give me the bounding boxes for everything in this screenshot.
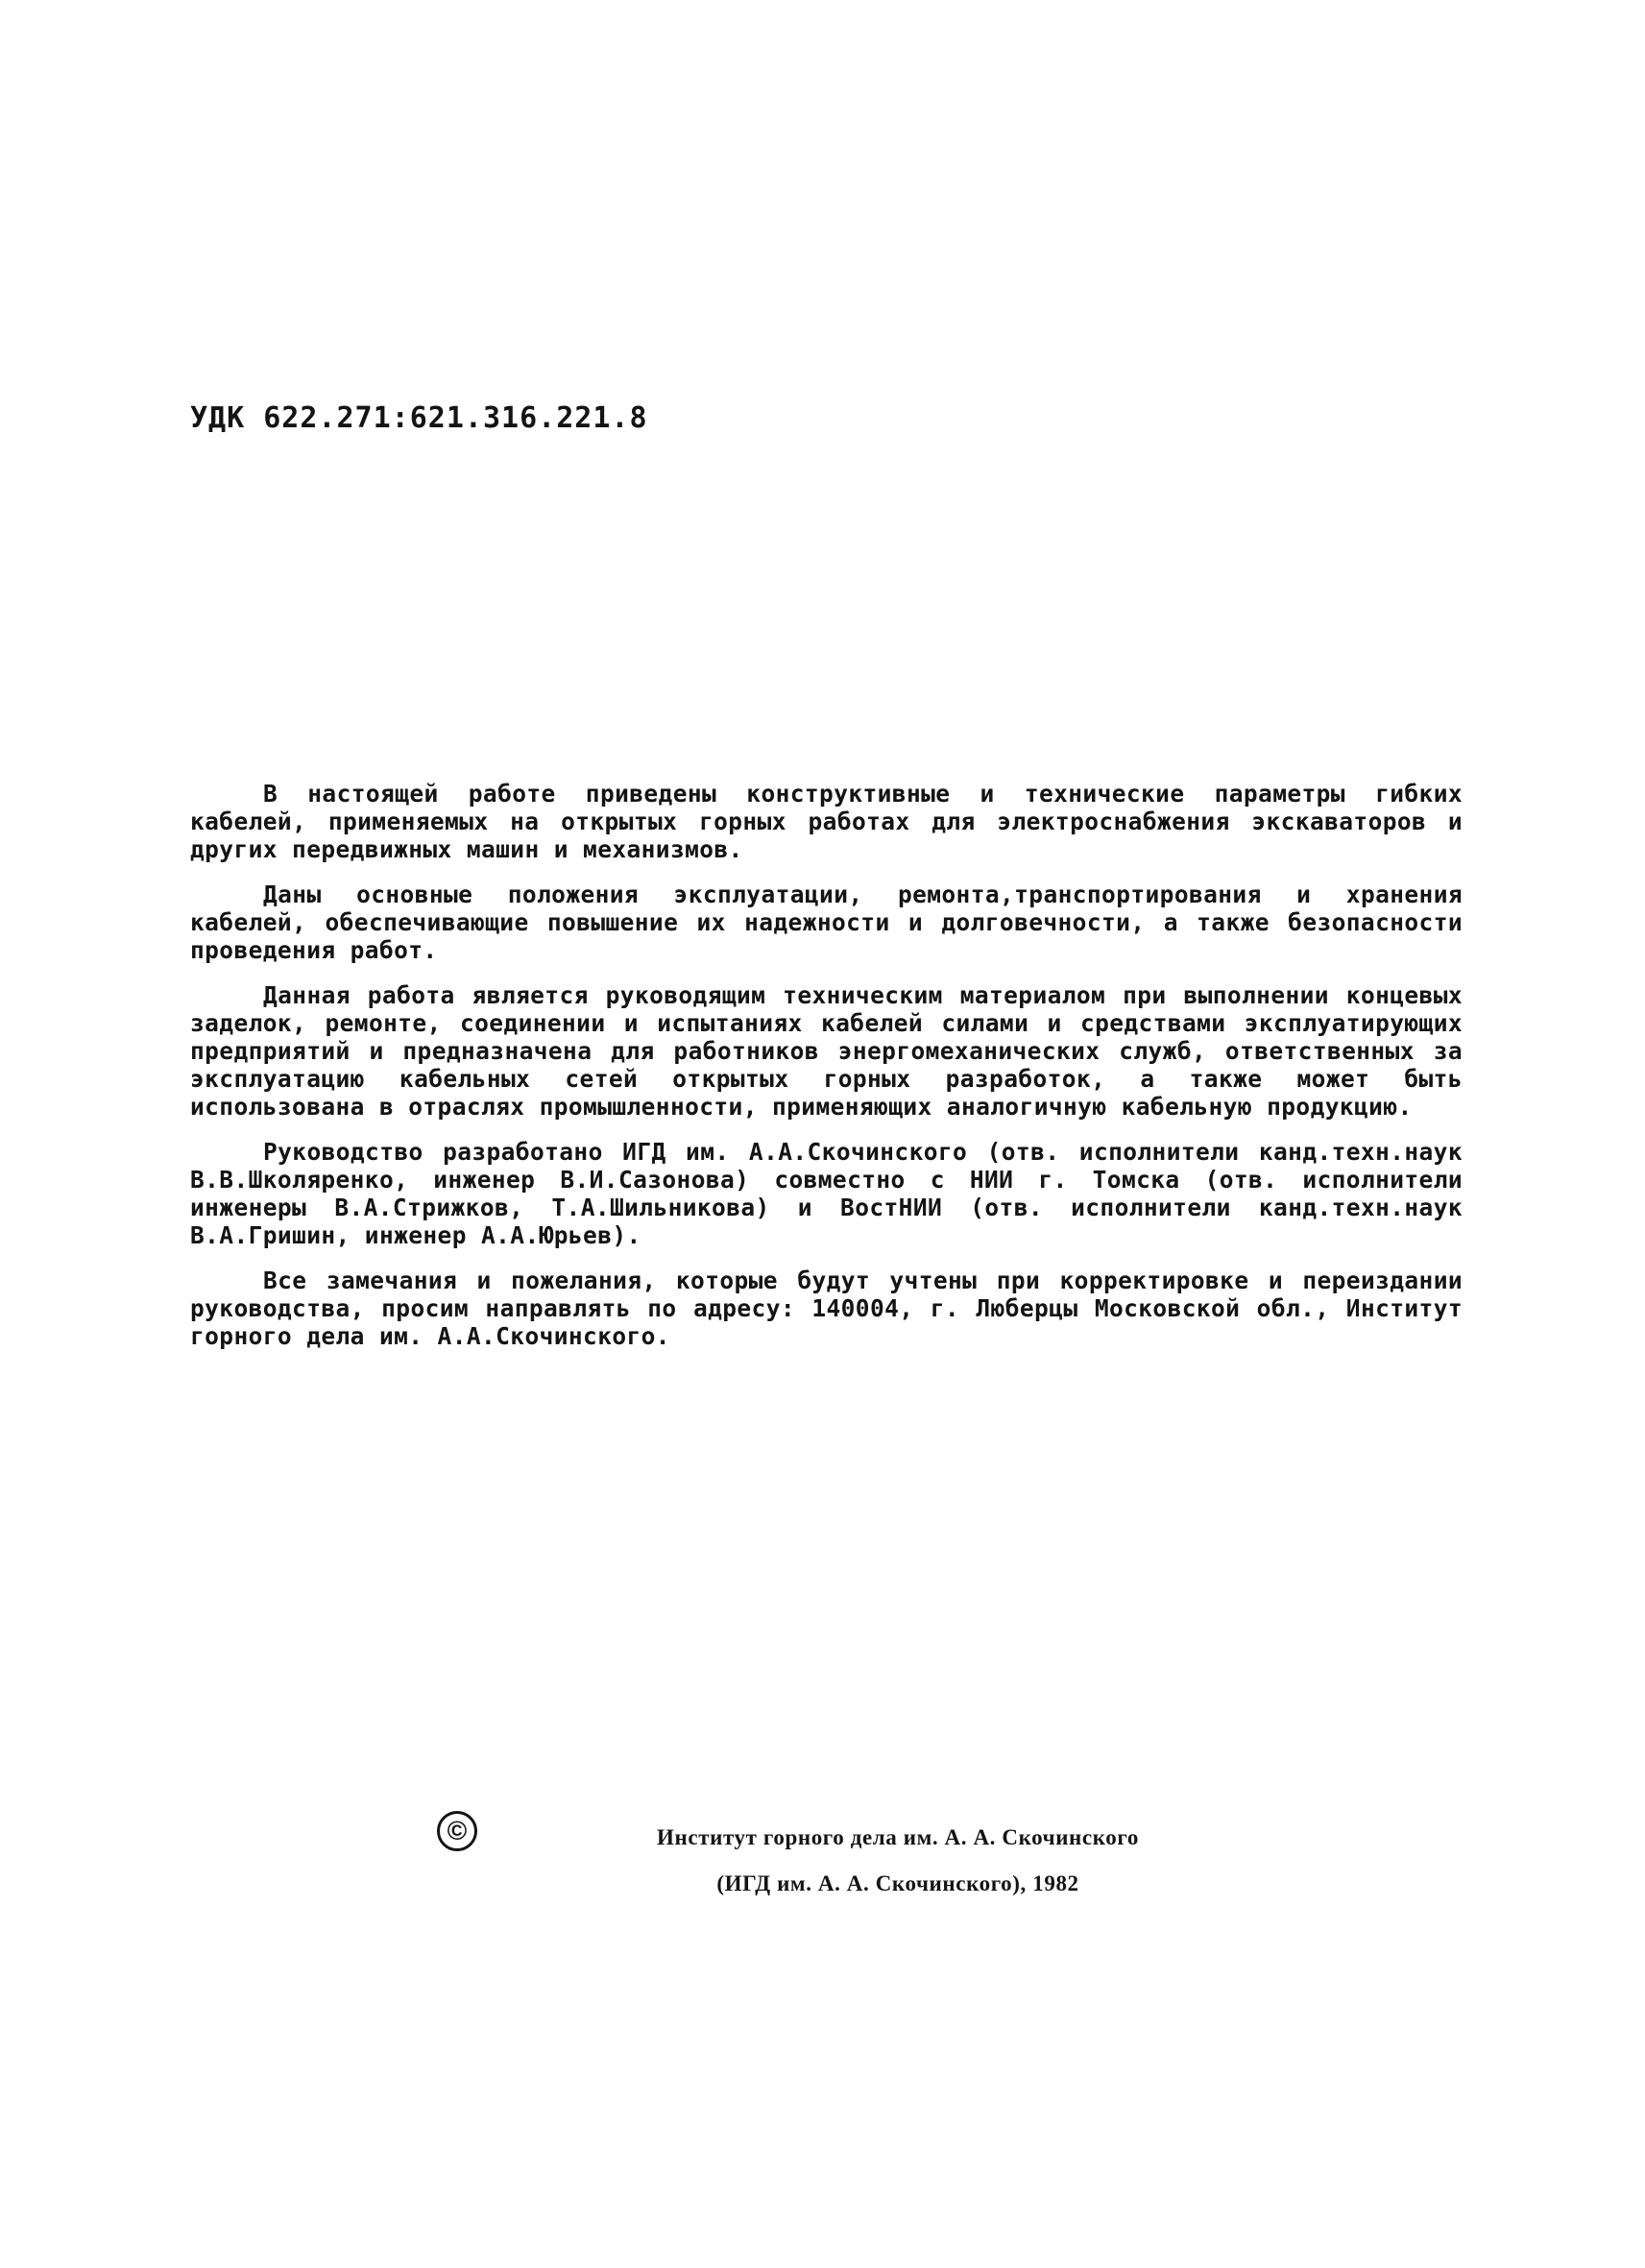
copyright-line-year: (ИГД им. А. А. Скочинского), 1982 <box>716 1871 1079 1895</box>
paragraph-feedback: Все замечания и пожелания, которые будут учтены при корректировке и переиздании руководства, просим направлять по адресу: 140004, г. Люберцы Московской обл., Институт горного дела им. А.А.Скочинского. <box>190 1267 1463 1350</box>
copyright-block <box>437 1811 1493 1926</box>
paragraph-summary: В настоящей работе приведены конструктивные и технические параметры гибких кабелей, применяемых на открытых горных работах для электроснабжения экскаваторов и других передвижных машин и механизмов. <box>190 780 1463 863</box>
annotation-text <box>190 780 1463 1367</box>
copyright-icon: © <box>437 1811 477 1851</box>
paragraph-purpose: Данная работа является руководящим техническим материалом при выполнении концевых заделок, ремонте, соединении и испытаниях кабелей силами и средствами эксплуатирующих предприятий и предназначена для работников энергомеханических служб, ответственных за эксплуатацию кабельных сетей открытых горных разработок, а также может быть использована в отраслях промышленности, применяющих аналогичную кабельную продукцию. <box>190 981 1463 1121</box>
udk-classification: УДК 622.271:621.316.221.8 <box>190 401 648 435</box>
copyright-line-institute: Институт горного дела им. А. А. Скочинского <box>657 1825 1139 1849</box>
copyright-text <box>552 1815 1244 1907</box>
paragraph-operation: Даны основные положения эксплуатации, ремонта,транспортирования и хранения кабелей, обеспечивающие повышение их надежности и долговечности, а также безопасности проведения работ. <box>190 881 1463 964</box>
paragraph-authors: Руководство разработано ИГД им. А.А.Скочинского (отв. исполнители канд.техн.наук В.В.Школяренко, инженер В.И.Сазонова) совместно с НИИ г. Томска (отв. исполнители инженеры В.А.Стрижков, Т.А.Шильникова) и ВостНИИ (отв. исполнители канд.техн.наук В.А.Гришин, инженер А.А.Юрьев). <box>190 1138 1463 1249</box>
